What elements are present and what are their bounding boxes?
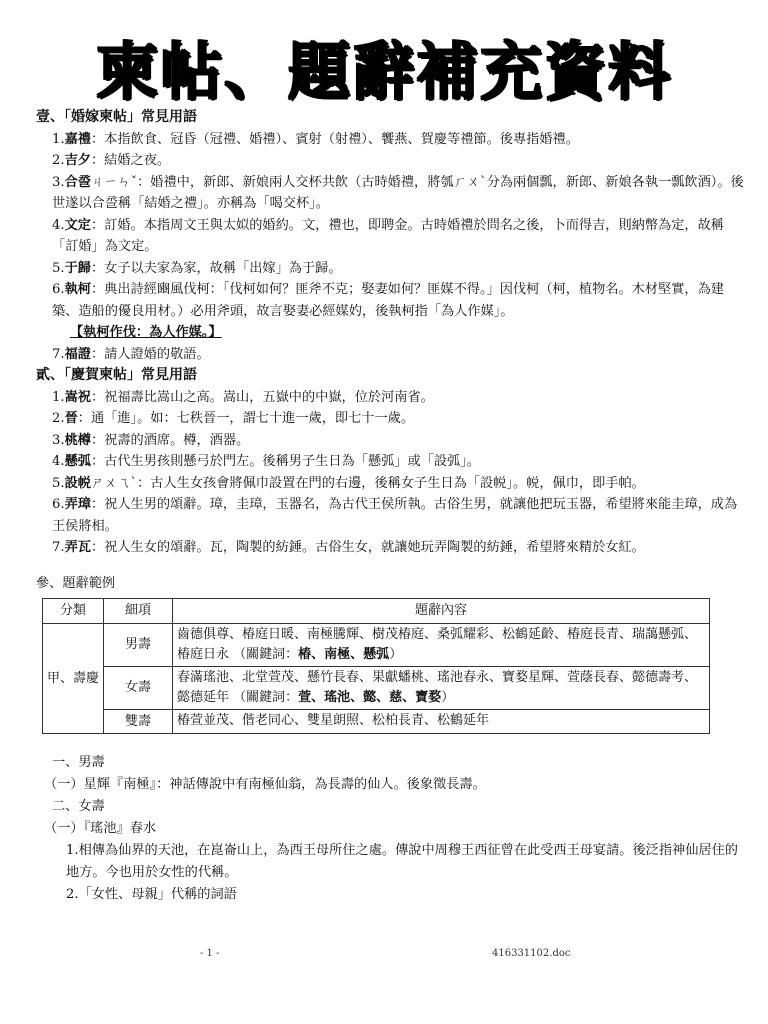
file-name: 416331102.doc [492,948,571,959]
section3-heading: 參、題辭範例 [36,575,116,591]
inscription-table [42,598,710,734]
section1-item-7: 7.福證：請人證婚的敬語。 [52,346,210,362]
category-cell: 甲、壽慶 [43,623,104,734]
content-cell: 齒德俱尊、椿庭日暖、南極騰輝、樹茂椿庭、桑弧耀彩、松鶴延齡、椿庭長青、瑞藹懸弧、椿庭日永 （關鍵詞：椿、南極、懸弧） [173,623,710,666]
list-item: 7.弄瓦：祝人生女的頌辭。瓦，陶製的紡錘。古俗生女，就讓她玩弄陶製的紡錘，希望將來精於女紅。 [52,540,645,555]
list-item: 6.弄璋：祝人生男的頌辭。璋，圭璋，玉器名，為古代王侯所執。古俗生男，就讓他把玩玉器，希望將來能圭璋，成為王侯將相。 [52,497,738,534]
note-line: 2.「女性、母親」代稱的詞語 [66,887,237,902]
list-item: 3.合巹ㄐㄧㄣˇ：婚禮中，新郎、新娘兩人交杯共飲（古時婚禮，將瓠ㄏㄨˋ分為兩個瓢，新郎、新娘各執一瓢飲酒）。後世遂以合巹稱「結婚之禮」。亦稱為「喝交杯」。 [52,174,744,211]
section1-heading: 壹、「婚嫁柬帖」常見用語 [36,109,197,125]
content-cell: 椿萱並茂、偕老同心、雙星朗照、松柏長青、松鶴延年 [173,709,710,734]
list-item: 1.嘉禮：本指飲食、冠昏（冠禮、婚禮）、賓射（射禮）、饗燕、賀慶等禮節。後專指婚禮。 [52,131,579,147]
table-row [43,623,710,666]
note-line: 一、男壽 [52,755,105,770]
subitem-cell: 女壽 [104,666,173,709]
document-body [36,107,748,906]
note-line: （一）星輝『南極』：神話傳說中有南極仙翁，為長壽的仙人。後象徵長壽。 [44,777,486,792]
section2-list [48,387,748,559]
table-row [43,666,710,709]
notes-list [44,752,748,906]
list-item: 4.文定：訂婚。本指周文王與太姒的婚約。文，禮也，即聘金。古時婚禮於問名之後，卜而得吉，則納幣為定，故稱「訂婚」為文定。 [52,217,724,254]
note-line: 1.相傳為仙界的天池，在崑崙山上，為西王母所住之處。傳說中周穆王西征曾在此受西王母宴請。後泛指神仙居住的地方。今也用於女性的代稱。 [66,843,738,880]
page-title: 柬帖、題辭補充資料 [95,35,672,108]
list-item: 2.吉夕：結婚之夜。 [52,153,171,168]
header-subitem: 細項 [104,599,173,624]
list-item: 2.晉：通「進」。如：七秩晉一，謂七十進一歲，即七十一歲。 [52,411,415,426]
table-header-row [43,599,710,624]
section2-heading: 貳、「慶賀柬帖」常見用語 [36,367,197,383]
subitem-cell: 雙壽 [104,709,173,734]
note-line: 二、女壽 [52,799,105,814]
motto: 【執柯作伐：為人作媒。】 [70,325,222,340]
table-row [43,709,710,734]
page-number: - 1 - [200,948,220,959]
subitem-cell: 男壽 [104,623,173,666]
list-item: 6.執柯：典出詩經豳風伐柯：「伐柯如何？匪斧不克；娶妻如何？匪媒不得。」因伐柯（柯，植物名。木材堅實，為建築、造船的優良用材。）必用斧頭，故言娶妻必經媒妁，後執柯指「為人作媒」。 [52,282,724,319]
list-item: 3.桃樽：祝壽的酒席。樽，酒器。 [52,432,250,448]
header-category: 分類 [43,599,104,624]
list-item: 1.嵩祝：祝福壽比嵩山之高。嵩山，五嶽中的中嶽，位於河南省。 [52,389,434,405]
header-content: 題辭內容 [173,599,710,624]
list-item: 5.于歸：女子以夫家為家，故稱「出嫁」為于歸。 [52,260,342,276]
section1-list [48,129,748,323]
note-line: （一）『瑤池』春水 [44,821,157,836]
content-cell: 春滿瑤池、北堂萱茂、懸竹長春、果獻蟠桃、瑤池春永、寶婺星輝、萱蔭長春、懿德壽考、懿德延年 （關鍵詞：萱、瑤池、懿、慈、寶婺） [173,666,710,709]
list-item: 4.懸弧：古代生男孩則懸弓於門左。後稱男子生日為「懸弧」或「設弧」。 [52,454,480,469]
list-item: 5.設帨ㄕㄨㄟˋ：古人生女孩會將佩巾設置在門的右邊，後稱女子生日為「設帨」。帨，佩巾，即手帕。 [52,475,645,491]
